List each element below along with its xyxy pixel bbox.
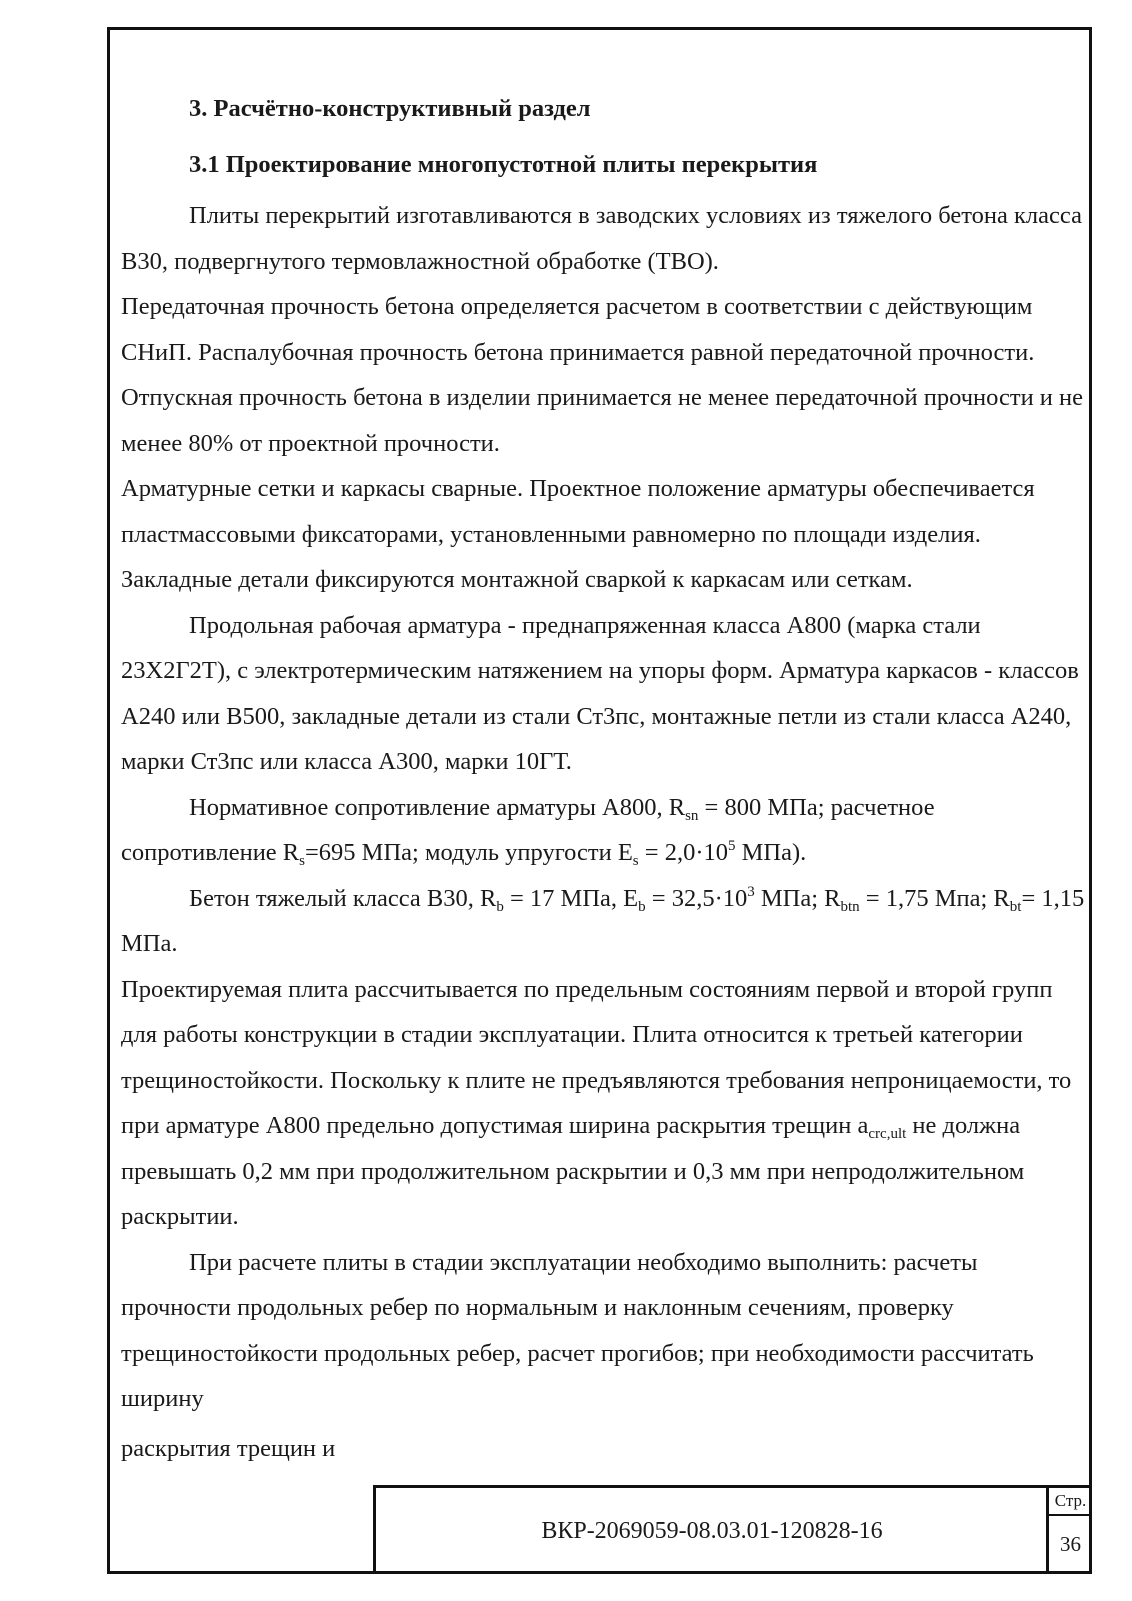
p7-text-2: не должна превышать 0,2 мм при продолжительном раскрытии и 0,3 мм при непродолжительном раскрытии. xyxy=(121,1112,1025,1230)
p7-text-1: Проектируемая плита рассчитывается по предельным состояниям первой и второй групп для работы конструкции в стадии эксплуатации. Плита относится к третьей категории трещиностойкости. Поскольку к плите не предъявляются требования непроницаемости, то при арматуре А800 предельно допустимая ширина раскрытия трещин a xyxy=(121,975,1072,1139)
p6-sub-4: bt xyxy=(1009,898,1022,915)
page-number-block xyxy=(1046,1485,1092,1574)
paragraph-1: Плиты перекрытий изготавливаются в заводских условиях из тяжелого бетона класса В30, подвергнутого термовлажностной обработке (ТВО). xyxy=(121,202,1082,275)
paragraph-3: Арматурные сетки и каркасы сварные. Проектное положение арматуры обеспечивается пластмассовыми фиксаторами, установленными равномерно по площади изделия. Закладные детали фиксируются монтажной сваркой к каркасам или сеткам. xyxy=(121,475,1035,593)
paragraph-9: раскрытия трещин и xyxy=(121,1434,336,1462)
p6-sub-3: btn xyxy=(840,898,860,915)
p6-sup-1: 3 xyxy=(747,883,755,900)
paragraph-4: Продольная рабочая арматура - преднапряженная класса А800 (марка стали 23Х2Г2Т), с электротермическим натяжением на упоры форм. Арматура каркасов - классов А240 или В500, закладные детали из стали Ст3пс, монтажные петли из стали класса А240, марки Ст3пс или класса А300, марки 10ГТ. xyxy=(121,611,1079,775)
p5-text-3: =695 МПа; модуль упругости E xyxy=(304,839,633,866)
document-body xyxy=(121,86,1086,1471)
p5-sub-2: s xyxy=(299,853,305,869)
paragraph-6 xyxy=(121,876,1086,967)
paragraph-2: Передаточная прочность бетона определяется расчетом в соответствии с действующим СНиП. Распалубочная прочность бетона принимается равной передаточной прочности. Отпускная прочность бетона в изделии принимается не менее передаточной прочности и не менее 80% от проектной прочности. xyxy=(121,293,1084,457)
p6-text-1: Бетон тяжелый класса В30, R xyxy=(189,884,497,912)
p5-sub-3: s xyxy=(632,853,639,869)
p5-text-2: = 800 МПа; расчетное сопротивление R xyxy=(121,793,935,866)
section-heading: 3. Расчётно-конструктивный раздел xyxy=(189,95,591,122)
p6-text-3: = 32,5·10 xyxy=(645,884,748,912)
paragraph-7 xyxy=(121,967,1086,1240)
p5-text-4: = 2,0·10 xyxy=(638,839,728,866)
p6-text-6: = 1,15 МПа. xyxy=(121,884,1085,957)
page-label: Стр. xyxy=(1049,1488,1092,1516)
title-block xyxy=(373,1485,1048,1574)
page-number: 36 xyxy=(1060,1532,1081,1556)
p6-sub-2: b xyxy=(638,898,646,915)
p7-sub-1: crc,ult xyxy=(868,1126,907,1142)
paragraph-8: При расчете плиты в стадии эксплуатации необходимо выполнить: расчеты прочности продольных ребер по нормальным и наклонным сечениям, проверку трещиностойкости продольных ребер, расчет прогибов; при необходимости рассчитать ширину xyxy=(121,1248,1034,1412)
p5-text-5: МПа). xyxy=(735,839,807,866)
p6-text-2: = 17 МПа, E xyxy=(503,884,639,912)
p6-text-4: МПа; R xyxy=(754,884,841,912)
p6-text-5: = 1,75 Мпа; R xyxy=(859,884,1010,912)
p5-text-1: Нормативное сопротивление арматуры А800, R xyxy=(189,793,686,821)
p5-sub-1: sn xyxy=(685,807,699,824)
paragraph-5 xyxy=(121,785,1086,876)
p5-sup-1: 5 xyxy=(728,838,736,854)
document-code: ВКР-2069059-08.03.01-120828-16 xyxy=(541,1518,883,1544)
subsection-heading: 3.1 Проектирование многопустотной плиты перекрытия xyxy=(189,150,818,178)
p6-sub-1: b xyxy=(496,898,504,915)
